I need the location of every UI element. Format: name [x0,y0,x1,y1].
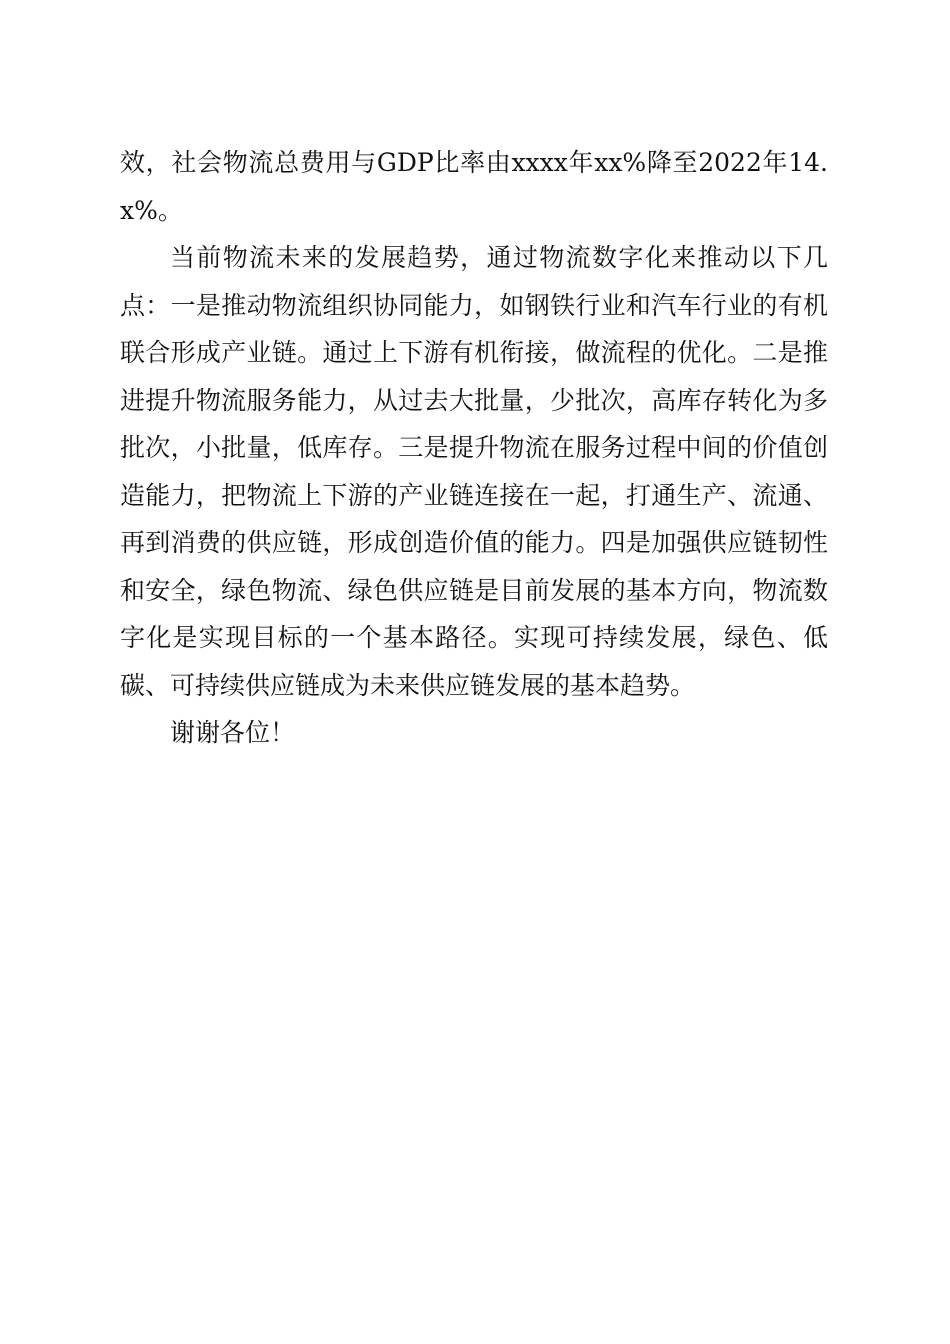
paragraph-logistics-trends: 当前物流未来的发展趋势，通过物流数字化来推动以下几点：一是推动物流组织协同能力，如钢铁行业和汽车行业的有机联合形成产业链。通过上下游有机衔接，做流程的优化。二是推进提升物流服务能力，从过去大批量，少批次，高库存转化为多批次，小批量，低库存。三是提升物流在服务过程中间的价值创造能力，把物流上下游的产业链连接在一起，打通生产、流通、再到消费的供应链，形成创造价值的能力。四是加强供应链韧性和安全，绿色物流、绿色供应链是目前发展的基本方向，物流数字化是实现目标的一个基本路径。实现可持续发展，绿色、低碳、可持续供应链成为未来供应链发展的基本趋势。 [120,243,828,700]
document-body [120,139,828,757]
paragraph-continuation: 效，社会物流总费用与GDP比率由xxxx年xx%降至2022年14.x%。 [120,148,828,225]
paragraph-closing: 谢谢各位！ [170,718,296,747]
